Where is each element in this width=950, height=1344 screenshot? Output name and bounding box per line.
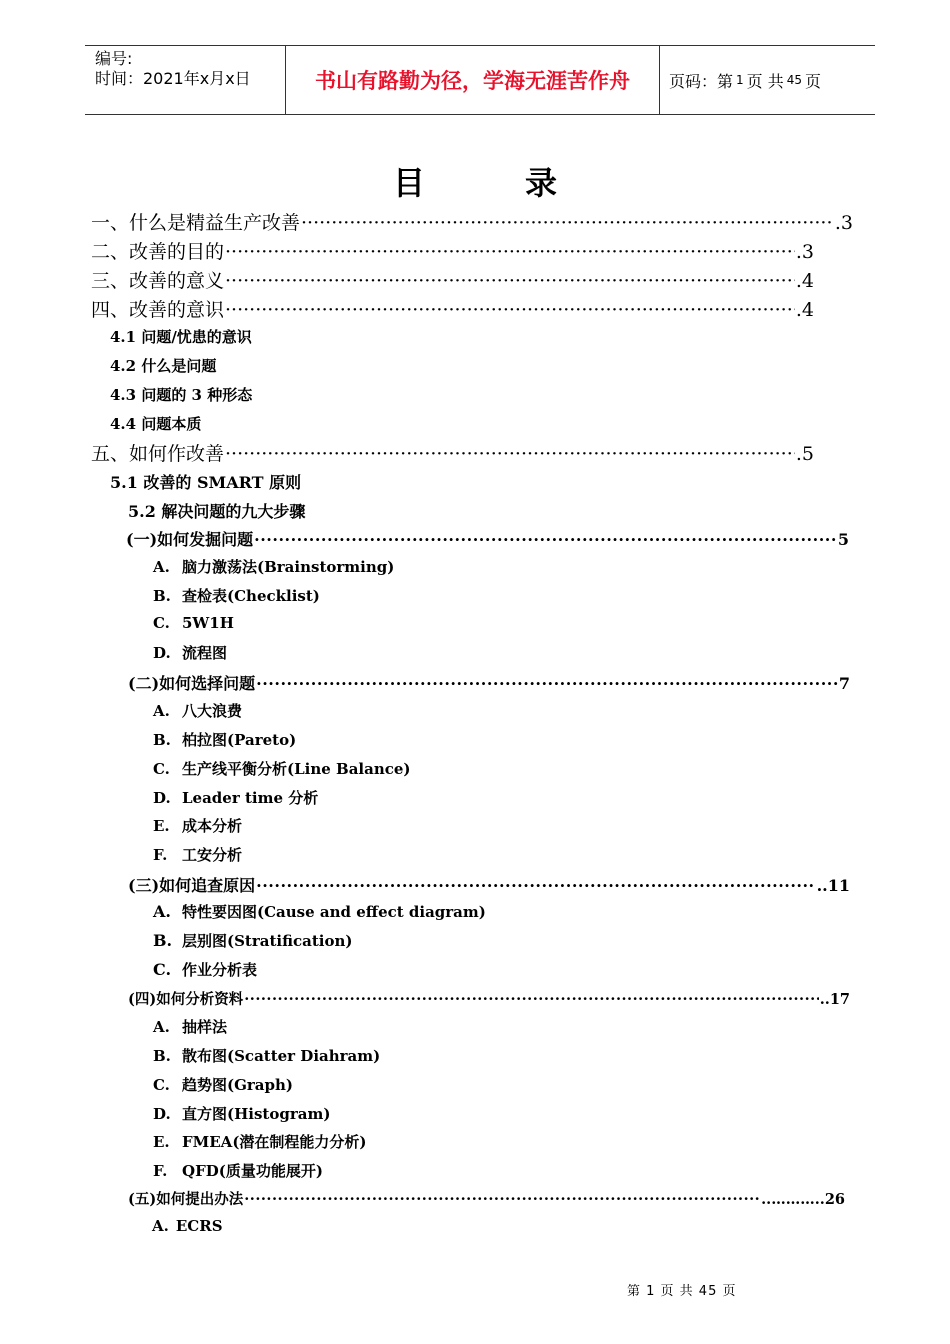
- item-letter: A.: [153, 902, 171, 921]
- header-motto: 书山有路勤为径，学海无涯苦作舟: [286, 46, 660, 114]
- toc-entry-label: 五、如何作改善: [91, 443, 225, 465]
- toc-item[interactable]: [153, 729, 296, 750]
- toc-step-label: (三)如何追查原因: [128, 876, 256, 895]
- toc-item[interactable]: [153, 642, 227, 663]
- toc-step-1[interactable]: [126, 527, 849, 550]
- item-letter: C.: [153, 1076, 170, 1094]
- toc-item[interactable]: [153, 1045, 380, 1066]
- toc-item[interactable]: [153, 556, 394, 577]
- toc-sub-4-3[interactable]: 4.3 问题的 3 种形态: [110, 386, 253, 404]
- item-letter: B.: [153, 931, 173, 950]
- toc-leader-dots: [225, 299, 795, 321]
- time-label: 时间：2021年x月x日: [95, 69, 251, 88]
- toc-leader-dots: [225, 443, 795, 465]
- toc-entry-3[interactable]: [91, 266, 814, 293]
- toc-page-number: ..11: [816, 876, 850, 895]
- item-text: 脑力激荡法(Brainstorming): [182, 558, 395, 576]
- toc-step-3[interactable]: [128, 873, 850, 896]
- toc-item[interactable]: [153, 1131, 367, 1152]
- toc-step-label: (一)如何发掘问题: [126, 530, 254, 549]
- item-letter: A.: [153, 558, 170, 576]
- item-text: QFD(质量功能展开): [182, 1162, 323, 1180]
- page-current: 1: [736, 73, 744, 87]
- page-total: 45: [786, 73, 803, 87]
- document-header: [85, 45, 875, 115]
- toc-sub-4-2[interactable]: 4.2 什么是问题: [110, 357, 217, 375]
- item-text: 抽样法: [182, 1018, 228, 1036]
- toc-entry-label: 三、改善的意义: [91, 270, 225, 292]
- page-mid: 页 共: [746, 71, 784, 91]
- toc-sub-5-2[interactable]: 5.2 解决问题的九大步骤: [128, 502, 306, 521]
- toc-item[interactable]: [153, 930, 353, 951]
- toc-item[interactable]: [153, 1016, 227, 1037]
- item-text: 流程图: [182, 644, 228, 662]
- toc-leader-dots: [225, 241, 795, 263]
- toc-sub-4-4[interactable]: 4.4 问题本质: [110, 415, 202, 433]
- page-title: [0, 158, 950, 204]
- item-text: 5W1H: [182, 614, 234, 632]
- toc-leader-dots: [256, 674, 838, 693]
- page-suffix: 页: [805, 71, 822, 91]
- toc-sub-5-1[interactable]: 5.1 改善的 SMART 原则: [110, 473, 302, 492]
- item-letter: C.: [153, 960, 172, 979]
- toc-page-number: ..………..26: [761, 1191, 845, 1208]
- toc-step-5[interactable]: [128, 1188, 845, 1209]
- item-letter: F.: [153, 1162, 168, 1180]
- item-text: 特性要因图(Cause and effect diagram): [182, 903, 486, 921]
- toc-leader-dots: [301, 212, 834, 234]
- item-text: 八大浪费: [182, 702, 243, 720]
- toc-entry-4[interactable]: [91, 295, 814, 322]
- header-page-info: [660, 46, 875, 114]
- toc-item[interactable]: [153, 815, 242, 836]
- item-letter: D.: [153, 1105, 171, 1123]
- item-text: 查检表(Checklist): [182, 587, 320, 605]
- item-letter: C.: [153, 760, 170, 778]
- item-letter: A.: [152, 1217, 169, 1235]
- item-letter: C.: [153, 614, 170, 632]
- item-text: 作业分析表: [182, 961, 258, 979]
- toc-item[interactable]: [153, 1160, 323, 1181]
- item-text: ECRS: [175, 1217, 223, 1235]
- serial-label: 编号:: [95, 49, 133, 68]
- item-text: 工安分析: [182, 846, 243, 864]
- item-text: 直方图(Histogram): [182, 1105, 331, 1123]
- item-letter: E.: [153, 1133, 170, 1151]
- item-letter: F.: [153, 846, 168, 864]
- item-text: 成本分析: [182, 817, 243, 835]
- toc-item[interactable]: [153, 787, 318, 808]
- toc-step-label: (五)如何提出办法: [128, 1191, 244, 1208]
- toc-step-4[interactable]: [128, 988, 850, 1009]
- toc-entry-1[interactable]: [91, 208, 853, 235]
- toc-leader-dots: [244, 1191, 760, 1208]
- toc-entry-2[interactable]: [91, 237, 814, 264]
- toc-item[interactable]: [153, 758, 411, 779]
- item-text: 趋势图(Graph): [182, 1076, 294, 1094]
- toc-entry-label: 一、什么是精益生产改善: [91, 212, 301, 234]
- toc-item[interactable]: [153, 700, 242, 721]
- toc-item[interactable]: [153, 585, 320, 606]
- toc-page-number: ..17: [819, 991, 850, 1008]
- title-part-1: 目: [392, 164, 425, 202]
- toc-page-number: .4: [795, 299, 814, 321]
- page-footer: 第 1 页 共 45 页: [627, 1284, 737, 1299]
- toc-leader-dots: [244, 991, 818, 1008]
- page-prefix: 页码：第: [669, 71, 734, 91]
- toc-page-number: .4: [795, 270, 814, 292]
- toc-item[interactable]: [153, 1074, 293, 1095]
- item-text: Leader time 分析: [182, 789, 319, 807]
- item-letter: B.: [153, 587, 171, 605]
- item-text: 散布图(Scatter Diahram): [182, 1047, 381, 1065]
- item-letter: D.: [153, 644, 171, 662]
- item-letter: A.: [153, 1018, 170, 1036]
- toc-step-label: (四)如何分析资料: [128, 991, 244, 1008]
- toc-leader-dots: [225, 270, 795, 292]
- item-text: FMEA(潜在制程能力分析): [182, 1133, 367, 1151]
- toc-entry-label: 四、改善的意识: [91, 299, 225, 321]
- item-letter: B.: [153, 731, 171, 749]
- toc-item[interactable]: [153, 614, 234, 632]
- toc-leader-dots: [256, 876, 815, 895]
- toc-page-number: .3: [834, 212, 853, 234]
- toc-sub-4-1[interactable]: 4.1 问题/忧患的意识: [110, 328, 252, 346]
- item-letter: A.: [153, 702, 170, 720]
- item-text: 柏拉图(Pareto): [182, 731, 297, 749]
- item-text: 生产线平衡分析(Line Balance): [182, 760, 411, 778]
- toc-step-label: (二)如何选择问题: [128, 674, 256, 693]
- item-letter: D.: [153, 789, 171, 807]
- toc-page-number: 5: [837, 530, 849, 549]
- item-letter: B.: [153, 1047, 171, 1065]
- toc-item[interactable]: [152, 1217, 223, 1235]
- toc-item[interactable]: [153, 959, 257, 980]
- toc-entry-5[interactable]: [91, 439, 814, 466]
- toc-page-number: .5: [795, 443, 814, 465]
- item-text: 层别图(Stratification): [182, 932, 353, 950]
- toc-page-number: .3: [795, 241, 814, 263]
- toc-item[interactable]: [153, 901, 486, 922]
- item-letter: E.: [153, 817, 170, 835]
- toc-item[interactable]: [153, 1103, 330, 1124]
- header-info-cell: [85, 46, 286, 114]
- toc-step-2[interactable]: [128, 671, 850, 694]
- toc-item[interactable]: [153, 844, 242, 865]
- toc-leader-dots: [254, 530, 837, 549]
- toc-entry-label: 二、改善的目的: [91, 241, 225, 263]
- toc-page-number: 7: [838, 674, 850, 693]
- title-part-2: 录: [525, 164, 558, 202]
